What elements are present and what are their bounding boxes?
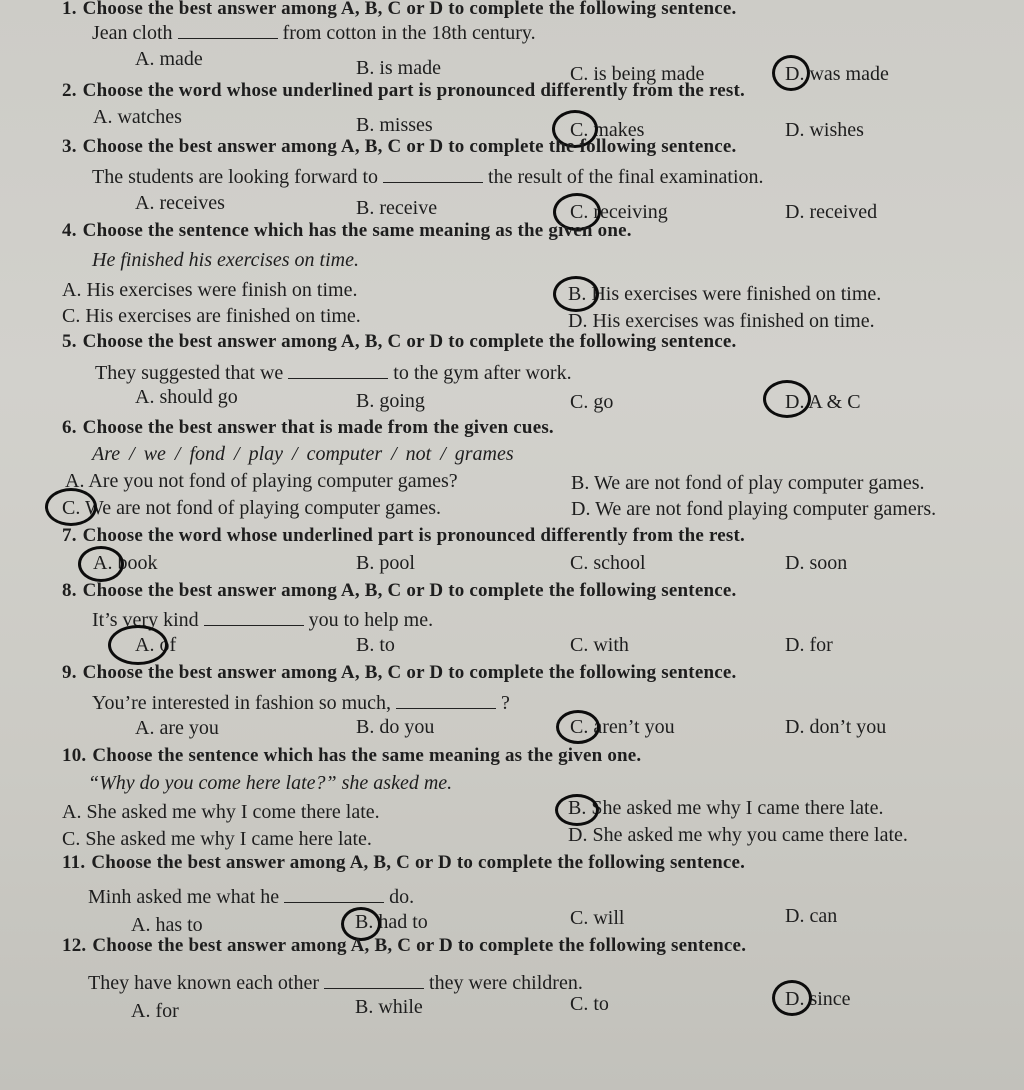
question-1-option-b: B. is made bbox=[356, 57, 441, 79]
question-4-option-a: A. His exercises were finish on time. bbox=[62, 279, 358, 301]
question-3-option-d: D. received bbox=[785, 201, 878, 223]
question-1-option-a: A. made bbox=[135, 48, 203, 70]
question-instruction: Choose the best answer that is made from the given cues. bbox=[82, 417, 554, 438]
question-12-option-c: C. to bbox=[570, 993, 609, 1015]
question-number: 6. bbox=[62, 417, 77, 438]
question-7-option-d: D. soon bbox=[785, 552, 848, 574]
question-9-option-d: D. don’t you bbox=[785, 716, 887, 738]
stem-after: they were children. bbox=[429, 972, 583, 994]
question-8-title bbox=[62, 580, 736, 602]
question-9-option-b: B. do you bbox=[356, 716, 435, 738]
question-12-stem bbox=[88, 970, 583, 995]
question-instruction: Choose the word whose underlined part is pronounced differently from the rest. bbox=[82, 525, 745, 546]
stem-after: ? bbox=[501, 692, 510, 714]
question-number: 5. bbox=[62, 331, 77, 352]
question-12-option-d: D. since bbox=[785, 988, 851, 1010]
question-3-option-a: A. receives bbox=[135, 192, 225, 214]
stem-before: It’s very kind bbox=[92, 609, 199, 631]
question-10-option-c: C. She asked me why I came here late. bbox=[62, 828, 372, 850]
answer-circle-mark bbox=[45, 488, 97, 526]
question-6-cues: Are / we / fond / play / computer / not / grames bbox=[92, 443, 514, 465]
answer-blank bbox=[284, 884, 384, 903]
question-number: 1. bbox=[62, 0, 77, 19]
answer-circle-mark bbox=[772, 980, 812, 1016]
question-5-stem bbox=[95, 360, 572, 385]
question-9-option-c: C. aren’t you bbox=[570, 716, 675, 738]
question-10-option-a: A. She asked me why I come there late. bbox=[62, 801, 380, 823]
question-11-option-d: D. can bbox=[785, 905, 838, 927]
question-4-title bbox=[62, 220, 632, 242]
question-5-option-c: C. go bbox=[570, 391, 614, 413]
question-11-option-b: B. had to bbox=[355, 911, 428, 933]
question-11-option-a: A. has to bbox=[131, 914, 203, 936]
question-1-title bbox=[62, 0, 736, 20]
question-11-stem bbox=[88, 884, 414, 909]
question-1-option-d: D. was made bbox=[785, 63, 889, 85]
question-8-option-b: B. to bbox=[356, 634, 395, 656]
question-3-title bbox=[62, 136, 736, 158]
stem-before: The students are looking forward to bbox=[92, 166, 379, 188]
question-12-option-b: B. while bbox=[355, 996, 423, 1018]
question-7-option-b: B. pool bbox=[356, 552, 415, 574]
question-instruction: Choose the word whose underlined part is pronounced differently from the rest. bbox=[82, 80, 745, 101]
stem-after: to the gym after work. bbox=[393, 362, 572, 384]
question-instruction: Choose the best answer among A, B, C or D to complete the following sentence. bbox=[92, 935, 747, 956]
question-5-option-b: B. going bbox=[356, 390, 425, 412]
question-instruction: Choose the best answer among A, B, C or D to complete the following sentence. bbox=[91, 852, 746, 873]
stem-before: Jean cloth bbox=[92, 22, 173, 44]
question-6-title bbox=[62, 417, 554, 439]
answer-blank bbox=[178, 20, 278, 39]
answer-blank bbox=[324, 970, 424, 989]
question-10-option-b: B. She asked me why I came there late. bbox=[568, 797, 884, 819]
stem-after: you to help me. bbox=[308, 609, 434, 631]
answer-circle-mark bbox=[556, 710, 600, 744]
question-instruction: Choose the sentence which has the same meaning as the given one. bbox=[82, 220, 632, 241]
question-6-option-a: A. Are you not fond of playing computer games? bbox=[65, 470, 458, 492]
stem-before: You’re interested in fashion so much, bbox=[92, 692, 392, 714]
question-number: 10. bbox=[62, 745, 87, 766]
answer-circle-mark bbox=[108, 625, 168, 665]
question-instruction: Choose the sentence which has the same meaning as the given one. bbox=[92, 745, 642, 766]
question-9-stem bbox=[92, 690, 510, 715]
answer-blank bbox=[396, 690, 496, 709]
answer-blank bbox=[288, 360, 388, 379]
question-number: 7. bbox=[62, 525, 77, 546]
question-6-option-d: D. We are not fond playing computer gamers. bbox=[571, 498, 937, 520]
question-instruction: Choose the best answer among A, B, C or D to complete the following sentence. bbox=[82, 580, 737, 601]
question-9-option-a: A. are you bbox=[135, 717, 219, 739]
question-3-option-c: C. receiving bbox=[570, 201, 668, 223]
question-9-title bbox=[62, 662, 736, 684]
question-2-title bbox=[62, 80, 745, 102]
question-number: 9. bbox=[62, 662, 77, 683]
question-1-option-c: C. is being made bbox=[570, 63, 705, 85]
answer-circle-mark bbox=[553, 276, 599, 312]
question-7-title bbox=[62, 525, 745, 547]
question-number: 11. bbox=[62, 852, 86, 873]
answer-circle-mark bbox=[555, 794, 599, 826]
question-number: 12. bbox=[62, 935, 87, 956]
question-8-option-a: A. of bbox=[135, 634, 177, 656]
stem-before: They suggested that we bbox=[95, 362, 284, 384]
answer-circle-mark bbox=[772, 55, 810, 91]
question-8-option-c: C. with bbox=[570, 634, 629, 656]
question-3-option-b: B. receive bbox=[356, 197, 438, 219]
question-2-option-a: A. watches bbox=[93, 106, 182, 128]
stem-after: the result of the final examination. bbox=[488, 166, 764, 188]
question-6-option-b: B. We are not fond of play computer games. bbox=[571, 472, 925, 494]
question-4-given-sentence: He finished his exercises on time. bbox=[92, 249, 359, 271]
question-2-option-b: B. misses bbox=[356, 114, 433, 136]
answer-blank bbox=[383, 164, 483, 183]
question-3-stem bbox=[92, 164, 764, 189]
question-12-option-a: A. for bbox=[131, 1000, 179, 1022]
question-5-option-d: D. A & C bbox=[785, 391, 861, 413]
question-6-option-c: C. We are not fond of playing computer games. bbox=[62, 497, 442, 519]
question-number: 3. bbox=[62, 136, 77, 157]
question-instruction: Choose the best answer among A, B, C or D to complete the following sentence. bbox=[82, 136, 737, 157]
answer-circle-mark bbox=[763, 380, 811, 418]
answer-circle-mark bbox=[78, 546, 124, 582]
stem-before: Minh asked me what he bbox=[88, 886, 280, 908]
question-7-option-c: C. school bbox=[570, 552, 646, 574]
question-12-title bbox=[62, 935, 746, 957]
question-5-title bbox=[62, 331, 736, 353]
question-4-option-d: D. His exercises was finished on time. bbox=[568, 310, 875, 332]
question-number: 4. bbox=[62, 220, 77, 241]
question-7-option-a: A. book bbox=[93, 552, 158, 574]
stem-after: from cotton in the 18th century. bbox=[282, 22, 536, 44]
question-8-option-d: D. for bbox=[785, 634, 833, 656]
question-10-title bbox=[62, 745, 641, 767]
question-1-stem bbox=[92, 20, 536, 45]
question-instruction: Choose the best answer among A, B, C or D to complete the following sentence. bbox=[82, 0, 737, 19]
question-4-option-c: C. His exercises are finished on time. bbox=[62, 305, 361, 327]
question-instruction: Choose the best answer among A, B, C or D to complete the following sentence. bbox=[82, 662, 737, 683]
answer-blank bbox=[204, 607, 304, 626]
question-number: 2. bbox=[62, 80, 77, 101]
stem-after: do. bbox=[389, 886, 415, 908]
question-10-given-sentence: “Why do you come here late?” she asked me. bbox=[88, 772, 453, 794]
question-10-option-d: D. She asked me why you came there late. bbox=[568, 824, 908, 846]
question-2-option-c: C. makes bbox=[570, 119, 645, 141]
question-4-option-b: B. His exercises were finished on time. bbox=[568, 283, 882, 305]
question-2-option-d: D. wishes bbox=[785, 119, 864, 141]
question-instruction: Choose the best answer among A, B, C or D to complete the following sentence. bbox=[82, 331, 737, 352]
question-5-option-a: A. should go bbox=[135, 386, 238, 408]
question-number: 8. bbox=[62, 580, 77, 601]
stem-before: They have known each other bbox=[88, 972, 320, 994]
question-11-title bbox=[62, 852, 745, 874]
question-11-option-c: C. will bbox=[570, 907, 625, 929]
